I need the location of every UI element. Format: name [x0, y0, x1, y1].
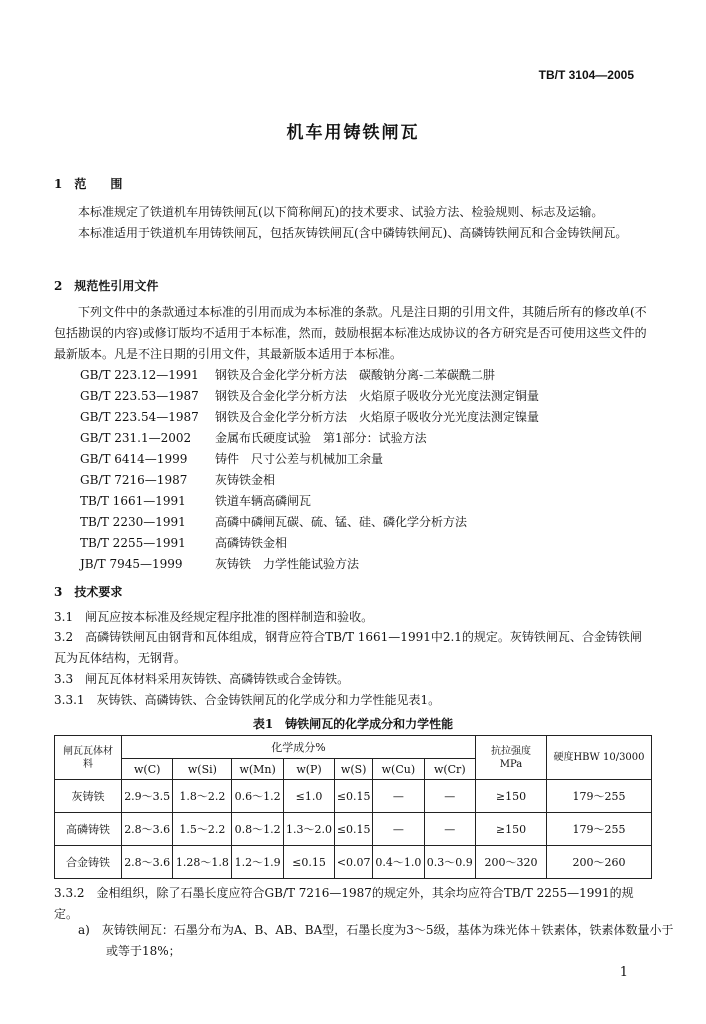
- cell-material: 高磷铸铁: [55, 813, 122, 846]
- clause-3-2: 3.2 高磷铸铁闸瓦由钢背和瓦体组成，钢背应符合TB/T 1661—1991中2.1的规定。灰铸铁闸瓦、合金铸铁闸瓦为瓦体结构，无钢背。: [54, 630, 642, 665]
- reference-code: GB/T 223.54—1987: [80, 410, 199, 424]
- reference-item: [80, 366, 495, 383]
- table-row: [55, 846, 652, 879]
- reference-code: GB/T 223.53—1987: [80, 389, 199, 403]
- reference-code: GB/T 6414—1999: [80, 452, 188, 466]
- reference-item: [80, 450, 383, 467]
- cell-mn: 0.8～1.2: [232, 813, 283, 846]
- reference-title: 高磷铸铁金相: [215, 536, 288, 550]
- cell-cu: 0.4～1.0: [373, 846, 424, 879]
- reference-item: [80, 492, 311, 509]
- header-p: w(P): [283, 759, 334, 780]
- cell-cr: —: [424, 813, 475, 846]
- reference-code: GB/T 223.12—1991: [80, 368, 199, 382]
- header-material: 闸瓦瓦体材料: [55, 736, 122, 780]
- cell-p: 1.3～2.0: [283, 813, 334, 846]
- reference-item: [80, 555, 359, 572]
- clause-3-3: 3.3 闸瓦瓦体材料采用灰铸铁、高磷铸铁或合金铸铁。: [54, 672, 350, 686]
- reference-item: [80, 387, 539, 404]
- cell-si: 1.8～2.2: [173, 780, 232, 813]
- clause-3-3-1: 3.3.1 灰铸铁、高磷铸铁、合金铸铁闸瓦的化学成分和力学性能见表1。: [54, 693, 441, 707]
- reference-code: GB/T 231.1—2002: [80, 431, 192, 445]
- cell-si: 1.5～2.2: [173, 813, 232, 846]
- cell-strength: ≥150: [476, 780, 547, 813]
- reference-title: 金属布氏硬度试验 第1部分：试验方法: [215, 431, 427, 445]
- cell-cr: 0.3～0.9: [424, 846, 475, 879]
- cell-mn: 1.2～1.9: [232, 846, 283, 879]
- clause-3-3-2: 3.3.2 金相组织，除了石墨长度应符合GB/T 7216—1987的规定外，其余均应符合TB/T 2255—1991的规定。: [54, 886, 634, 921]
- cell-s: <0.07: [335, 846, 373, 879]
- section-1-para-1: 本标准规定了铁道机车用铸铁闸瓦(以下简称闸瓦)的技术要求、试验方法、检验规则、标志及运输。: [78, 205, 604, 219]
- cell-si: 1.28～1.8: [173, 846, 232, 879]
- header-cu: w(Cu): [373, 759, 424, 780]
- cell-cr: —: [424, 780, 475, 813]
- header-s: w(S): [335, 759, 373, 780]
- clause-3-1: 3.1 闸瓦应按本标准及经规定程序批准的图样制造和验收。: [54, 610, 374, 624]
- table-row: [55, 813, 652, 846]
- reference-title: 钢铁及合金化学分析方法 碳酸钠分离-二苯碳酰二肼: [215, 368, 496, 382]
- cell-cu: —: [373, 813, 424, 846]
- cell-s: ≤0.15: [335, 813, 373, 846]
- reference-item: [80, 408, 539, 425]
- reference-code: JB/T 7945—1999: [80, 557, 183, 571]
- section-1-heading: 1 范 围: [54, 177, 123, 191]
- cell-p: ≤0.15: [283, 846, 334, 879]
- header-mn: w(Mn): [232, 759, 283, 780]
- cell-material: 灰铸铁: [55, 780, 122, 813]
- cell-strength: ≥150: [476, 813, 547, 846]
- cell-material: 合金铸铁: [55, 846, 122, 879]
- cell-c: 2.9～3.5: [122, 780, 173, 813]
- page-title: 机车用铸铁闸瓦: [286, 123, 420, 143]
- cell-c: 2.8～3.6: [122, 846, 173, 879]
- clause-3-3-2-a: a) 灰铸铁闸瓦：石墨分布为A、B、AB、BA型，石墨长度为3～5级，基体为珠光体＋铁素体，铁素体数量小于或等于18%；: [78, 923, 674, 958]
- cell-p: ≤1.0: [283, 780, 334, 813]
- section-2-heading: 2 规范性引用文件: [54, 279, 159, 293]
- cell-c: 2.8～3.6: [122, 813, 173, 846]
- reference-item: [80, 471, 275, 488]
- cell-hardness: 179～255: [547, 780, 652, 813]
- cell-cu: —: [373, 780, 424, 813]
- page-number: 1: [619, 965, 628, 980]
- reference-title: 钢铁及合金化学分析方法 火焰原子吸收分光光度法测定镍量: [215, 410, 540, 424]
- reference-item: [80, 429, 427, 446]
- reference-item: [80, 513, 467, 530]
- reference-code: GB/T 7216—1987: [80, 473, 188, 487]
- reference-title: 灰铸铁 力学性能试验方法: [215, 557, 360, 571]
- reference-title: 灰铸铁金相: [215, 473, 276, 487]
- cell-mn: 0.6～1.2: [232, 780, 283, 813]
- table-caption: 表1 铸铁闸瓦的化学成分和力学性能: [252, 717, 454, 731]
- cell-s: ≤0.15: [335, 780, 373, 813]
- section-1-para-2: 本标准适用于铁道机车用铸铁闸瓦，包括灰铸铁闸瓦(含中磷铸铁闸瓦)、高磷铸铁闸瓦和合金铸铁闸瓦。: [78, 226, 628, 240]
- table-row: [55, 780, 652, 813]
- reference-title: 钢铁及合金化学分析方法 火焰原子吸收分光光度法测定铜量: [215, 389, 540, 403]
- header-hardness: 硬度HBW 10/3000: [547, 736, 652, 780]
- header-cr: w(Cr): [424, 759, 475, 780]
- reference-code: TB/T 2230—1991: [80, 515, 186, 529]
- section-3-heading: 3 技术要求: [54, 585, 123, 599]
- composition-table: [54, 735, 652, 879]
- cell-strength: 200～320: [476, 846, 547, 879]
- reference-title: 高磷中磷闸瓦碳、硫、锰、硅、磷化学分析方法: [215, 515, 468, 529]
- standard-number: TB/T 3104—2005: [538, 68, 634, 82]
- header-strength: 抗拉强度MPa: [476, 736, 547, 780]
- reference-title: 铸件 尺寸公差与机械加工余量: [215, 452, 384, 466]
- header-c: w(C): [122, 759, 173, 780]
- header-si: w(Si): [173, 759, 232, 780]
- reference-code: TB/T 2255—1991: [80, 536, 186, 550]
- cell-hardness: 200～260: [547, 846, 652, 879]
- reference-code: TB/T 1661—1991: [80, 494, 186, 508]
- header-chem: 化学成分%: [122, 736, 476, 759]
- cell-hardness: 179～255: [547, 813, 652, 846]
- section-2-intro: 下列文件中的条款通过本标准的引用而成为本标准的条款。凡是注日期的引用文件，其随后所有的修改单(不包括勘误的内容)或修订版均不适用于本标准，然而，鼓励根据本标准达成协议的各方研究是否可使用这些文件的最新版本。凡是不注日期的引用文件，其最新版本适用于本标准。: [54, 305, 647, 361]
- reference-title: 铁道车辆高磷闸瓦: [215, 494, 312, 508]
- reference-item: [80, 534, 287, 551]
